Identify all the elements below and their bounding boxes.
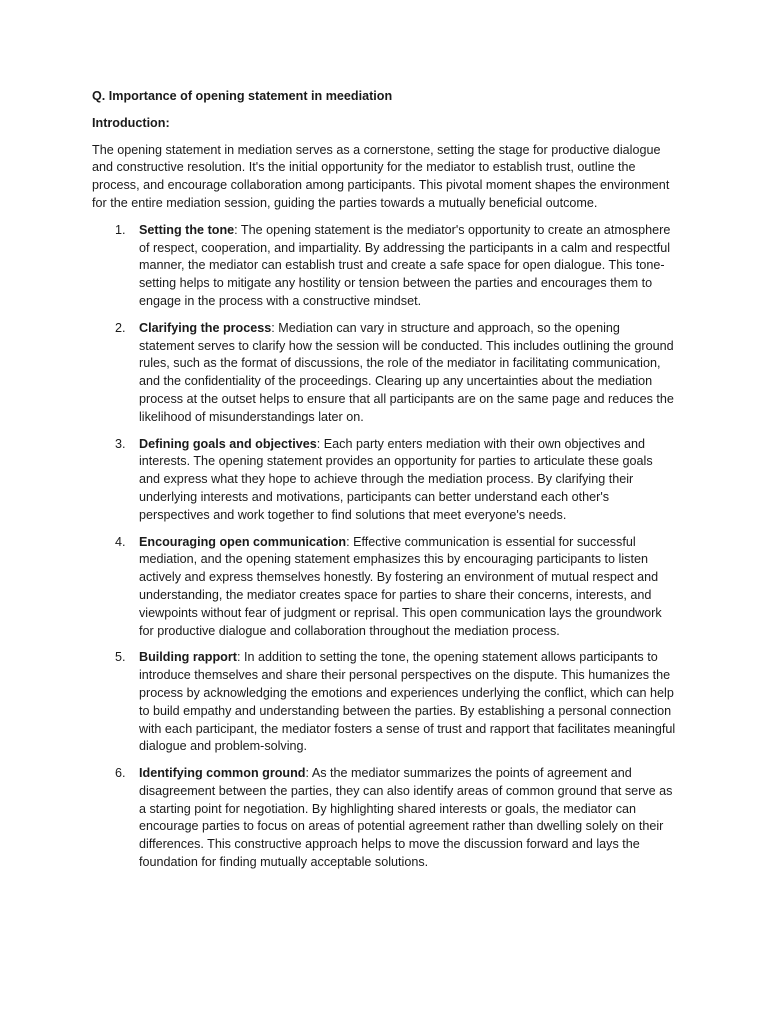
list-item [92, 222, 676, 311]
point-text: : Mediation can vary in structure and approach, so the opening statement serves to clarify how the session will be conducted. This includes outlining the ground rules, such as the format of discussions, the role of the mediator in facilitating communication, and the confidentiality of the proceedings. Clearing up any uncertainties about the mediation process at the outset helps to ensure that all participants are on the same page and reduces the likelihood of misunderstandings later on. [139, 320, 674, 424]
point-term: Clarifying the process [139, 320, 272, 335]
point-text: : Effective communication is essential for successful mediation, and the opening statement emphasizes this by encouraging participants to listen actively and express themselves honestly. By fostering an environment of mutual respect and understanding, the mediator creates space for parties to share their concerns, interests, and viewpoints without fear of judgment or reprisal. This open communication lays the groundwork for productive dialogue and collaboration throughout the mediation process. [139, 534, 662, 638]
point-text: : In addition to setting the tone, the opening statement allows participants to introduce themselves and share their personal perspectives on the dispute. This humanizes the process by acknowledging the emotions and experiences underlying the conflict, which can help to build empathy and understanding between the parties. By establishing a personal connection with each participant, the mediator fosters a sense of trust and rapport that facilitates meaningful dialogue and problem-solving. [139, 650, 676, 754]
list-number: 3. [115, 436, 126, 451]
question-title: Q. Importance of opening statement in meediation [92, 89, 393, 103]
point-text: : The opening statement is the mediator's opportunity to create an atmosphere of respect, cooperation, and impartiality. By addressing the participants in a calm and respectful manner, the mediator can establish trust and create a safe space for open dialogue. This tone-setting helps to mitigate any hostility or tension between the parties and encourages them to engage in the process with a constructive mindset. [139, 222, 671, 308]
list-number: 5. [115, 650, 126, 665]
point-text: : As the mediator summarizes the points of agreement and disagreement between the parties, they can also identify areas of common ground that serve as a starting point for negotiation. By highlighting shared interests or goals, the mediator can encourage parties to focus on areas of potential agreement rather than dwelling solely on their differences. This constructive approach helps to move the discussion forward and lays the foundation for finding mutually acceptable solutions. [139, 766, 673, 870]
point-term: Encouraging open communication [139, 534, 347, 549]
list-number: 1. [115, 222, 126, 237]
point-text: : Each party enters mediation with their own objectives and interests. The opening statement provides an opportunity for parties to articulate these goals and express what they hope to achieve through the mediation process. By clarifying their underlying interests and motivations, participants can better understand each other's perspectives and work together to find solutions that meet everyone's needs. [139, 436, 653, 522]
list-item [92, 320, 676, 427]
list-number: 2. [115, 320, 126, 335]
intro-heading: Introduction: [92, 115, 170, 130]
list-number: 4. [115, 534, 126, 549]
document-page [92, 88, 676, 881]
point-term: Identifying common ground [139, 766, 306, 781]
list-item [92, 534, 676, 641]
list-number: 6. [115, 766, 126, 781]
points-list [92, 222, 676, 872]
point-term: Building rapport [139, 650, 237, 665]
point-term: Setting the tone [139, 222, 235, 237]
list-item [92, 649, 676, 756]
intro-paragraph: The opening statement in mediation serves as a cornerstone, setting the stage for productive dialogue and constructive resolution. It's the initial opportunity for the mediator to establish trust, outline the process, and encourage collaboration among participants. This pivotal moment shapes the environment for the entire mediation session, guiding the parties towards a mutually beneficial outcome. [92, 142, 670, 210]
list-item [92, 436, 676, 525]
list-item [92, 765, 676, 872]
point-term: Defining goals and objectives [139, 436, 317, 451]
